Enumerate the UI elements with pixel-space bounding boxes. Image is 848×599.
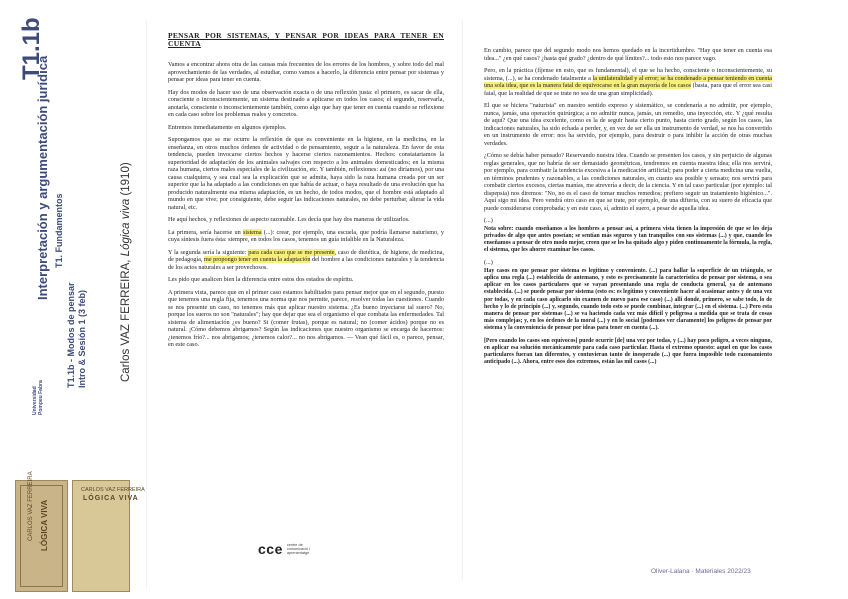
book-cover-author: CARLOS VAZ FERREIRA bbox=[28, 471, 34, 541]
footer-credit: Oliver-Lalana · Materiales 2022/23 bbox=[651, 568, 751, 575]
text-run: (...): crear, por ejemplo, una escuela, que podría llamarse naturismo, y cuya síntesis fuera ésta: siempre, en todos los casos, tenemos un guía infalible en la Naturaleza. bbox=[168, 228, 444, 243]
highlight: para cada caso que se me presente bbox=[248, 248, 335, 256]
text-run: Pero, en la práctica (fíjense en esto, que es fundamental), el que se ha hecho, consciente o inconscientemente, su sistema, (...), se ha condenado fatalmente a bbox=[484, 67, 772, 82]
sidebar bbox=[0, 0, 156, 599]
paragraph bbox=[484, 67, 772, 97]
cce-logo-subtitle: centre de comunicació i aprenentatge bbox=[286, 542, 310, 556]
session-line-1: T1.1b - Modos de pensar bbox=[66, 282, 76, 388]
paragraph: Entremos inmediatamente en algunos ejemplos. bbox=[168, 123, 287, 131]
paragraph: En cambio, parece que del segundo modo nos hemos quedado en la incertidumbre. "Hay que tener en cuenta esa idea..." ¿en qué casos? ¿hasta qué grado? ¿dentro de qué límites?... todo esto nos parece vago. bbox=[484, 47, 772, 62]
book-spine-image bbox=[72, 480, 145, 592]
text-run: (basta, para que el error sea casi fatal, que la realidad de que se trate no sea de una gran simplicidad). bbox=[484, 82, 772, 97]
cce-logo-text: cce bbox=[258, 541, 283, 557]
paragraph: Les pido que analicen bien la diferencia entre estos dos estados de espíritu. bbox=[168, 276, 354, 283]
university-line-1: Universidad bbox=[32, 386, 38, 415]
paragraph: A primera vista, parece que en el primer caso estamos habilitados para pensar mejor que en el segundo, puesto que tenemos una regla fija, tenemos una norma que nos permite, parece, resolver todas las cuestiones. Cuando se nos presente un caso, no tenemos más que aplicar nuestro sistema. ¿Es bueno inyectarse tal suero? No, porque los sueros no son "naturales"; hay que dejar que sea el organismo el que combata las enfermedades. Tal sistema de alimentación ¿es bueno? Si (comer frutas), porque es natural; no (comer ácidos) porque no es natural. ¡Cómo debemos abrigarnos? Según las indicaciones que nuestro organismo se encarga de hacernos: ¿tenemos frío?... nos abrigamos; ¿tenemos calor?... no nos abrigamos. — Vean qué fácil es, o parece, pensar, en este caso. bbox=[168, 288, 444, 348]
session-line-2: Intro & Sesión 1 (3 feb) bbox=[77, 289, 87, 388]
paragraph-bold: Hay casos en que pensar por sistema es legítimo y conveniente. (...) para hallar la superficie de un triángulo, se aplica una regla (...) establecida de antemano, y esto es precisamente la característica de pensar por sistema, o sea aplicar en los casos particulares que se vayan presentando una regla de conducta general, ya de antemano establecida. (...) se puede pensar por sistema (esto es: es legítimo y conveniente hacer al ocasionar antes y de una vez por todas, y en cada caso aplicarlo sin examen de nuevo para ese caso) (...) allí donde, primero, se sabe todo, lo de hecho y lo de principio (...) y, segundo, cuando todo esto se puede combinar, integrar (...) en el sistema. (...) Pero esta manera de pensar por sistemas (...) se va haciendo cada vez más difícil y peligrosa a medida que se trata de cosas más complejas; y, en los órdenes de la moral (...) y en lo social [podemos ver claramente] los peligros de pensar por sistema y la conveniencia de pensar por ideas para tener en cuenta (...). bbox=[484, 267, 772, 332]
university-logo bbox=[32, 380, 44, 415]
ellipsis: (...) bbox=[484, 259, 493, 267]
paragraph bbox=[168, 249, 444, 272]
book-cover-image bbox=[15, 471, 68, 592]
slide-code: T1.1b bbox=[18, 17, 45, 80]
unit-title: T1. Fundamentos bbox=[54, 193, 64, 268]
paragraph: Hay dos modos de hacer uso de una observación exacta o de una reflexión justa: el primero, es sacar de ella, consciente o inconscientemente, un sistema destinado a aplicarse en todos los casos; el segundo, reservarla, anotarla, consciente o inconscientemente también, como algo que hay que tener en cuenta cuando se reflexione en cada caso sobre los problemas reales y concretos. bbox=[168, 88, 444, 118]
cce-logo bbox=[258, 541, 323, 557]
paragraph-bold: Nota sobre: cuando enseñamos a los hombres a pensar así, a primera vista tienen la impresión de que se les deja privados de algo que antes poseían; se sentían más seguros y tan tranquilos con sus sistemas (...) y que, cuando les enseñamos a pensar de otro modo mejor, creen que se les ha quitado algo y piden continuamente la fórmula, la regla, el sistema, que les ahorre examinar los casos. bbox=[484, 225, 772, 254]
session-title bbox=[66, 282, 88, 388]
highlight: me propongo tener en cuenta la adaptación bbox=[204, 256, 311, 263]
text-run: del hombre a las condiciones naturales y la tendencia de los actos naturales a ser provechosos. bbox=[168, 256, 444, 271]
right-column bbox=[484, 47, 772, 371]
highlight: la unilateralidad y al error; se ha condenado a pensar teniendo en cuenta una sola idea, que es la manera fatal de equivocarse en la gran mayoría de los casos bbox=[484, 74, 772, 89]
paragraph: ¿Cómo se debía haber pensado? Reservando nuestra idea. Cuando se presenten los casos, y sin perjuicio de algunas reglas generales, que no habría de ser demasiado geométricas, tendremos en cuenta nuestra idea; ella nos servirá, por ejemplo, para combatir la tendencia excesiva a la medicación artificial; para poder a cierta medicina una vuelta, en términos prudentes y razonables, a las condiciones naturales, en cuanto sea posible y sensato; nos servirá para combatir ciertos excesos, ciertas manías, me atrevería a decir, de la ciencia. Y en tal caso particular (por ejemplo: tal dispepsia) nos diremos: "No, no es el caso de tomar muchos remedios; prefiero seguir un tratamiento higiénico...". Aquí sigo mi idea. Pero vendrá otro caso en que se trate, por ejemplo, de una difteria, con su suero de eficacia que puede considerarse comprobada; y en este caso, sí, admito el suero, a pesar de aquella idea. bbox=[484, 152, 772, 212]
left-column bbox=[168, 32, 444, 354]
book-spine-title: LÓGICA VIVA bbox=[83, 495, 139, 502]
paragraph: Vamos a encontrar ahora otra de las causas más frecuentes de los errores de los hombres, y sobre todo del mal aprovechamiento de las verdades, al estudiar, como vamos a hacerlo, la diferencia entre pensar por sistemas y pensar por ideas para tener en cuenta. bbox=[168, 61, 444, 83]
column-separator bbox=[462, 20, 463, 580]
paragraph-bold: [Pero cuando los casos son equívocos] puede ocurrir [de] una vez por todas, y (...) hay poco peligro, a veces ninguno, en aplicar esa solución mecánicamente para cada caso particular. Hasta el extremo opuesto: aquel en que los casos particulares fueran tan diferentes, y contuvieran tanto de inesperado (...) que fuera imposible todo razonamiento anticipado (...). Ahora, entre esos dos extremos, están las mil casos (...) bbox=[484, 337, 772, 366]
paragraph: He aquí hechos, y reflexiones de aspecto razonable. Les decía que hay dos maneras de utilizarlos. bbox=[168, 216, 410, 223]
book-spine-author: CARLOS VAZ FERREIRA bbox=[81, 487, 145, 493]
author-citation bbox=[120, 162, 132, 382]
page-title: PENSAR POR SISTEMAS, Y PENSAR POR IDEAS PARA TENER EN CUENTA bbox=[168, 31, 444, 48]
subject-title: Interpretación y argumentación jurídica bbox=[35, 55, 50, 300]
paragraph bbox=[168, 229, 444, 244]
paragraph: Supongamos que se me ocurre la reflexión de que es conveniente en la higiene, en la medicina, en la enseñanza, en otros muchos órdenes de actividad o de pensamiento, seguir a la naturaleza. En favor de esta tendencia, pueden invocarse ciertos hechos y hacerse ciertos razonamientos. Hechos: constatariamos la superioridad de adaptación de los animales salvajes con respecto a los animales domesticados; en la misma raza humana, ciertos males especiales de la civilización, etc. Y también, reflexiones: así (no diríamos), por una causa cualquiera, y sea cual sea la explicación que se admita, haya sido la raza humana creada por un ser superior que la ha adaptado a las condiciones en que había de actuar, o haya resultado de una evolución que ha producido naturalmente esa misma adaptación, es un hecho, de todos modos, que el hombre está adaptado al mundo en que vive; por consiguiente, debe seguir las indicaciones naturales, no debe perturbar, alterar la vida natural, etc. bbox=[168, 136, 444, 211]
highlight: sistema bbox=[243, 228, 262, 236]
book-title: Lógica viva bbox=[120, 198, 132, 257]
university-line-2: Pompeu Fabra bbox=[38, 380, 44, 415]
paragraph: El que se hiciera "naturista" en nuestro sentido expreso y sistemático, se condenaría a no admitir, por ejemplo, nunca, jamás, una operación quirúrgica; a no admitir nunca, jamás, un remedio, una inyección, etc. Y ¿qué resulta de aquí? Que una idea excelente, como es la de seguir hasta cierto punto, hasta cierto grado, según los casos, las indicaciones naturales, ha sido echada a perder, y, en vez de ser ella un instrumento de verdad, se nos ha convertido en un instrumento de error: nos ha servido, por ejemplo, para destruir o para inhibir la acción de otras muchas verdades. bbox=[484, 102, 772, 147]
text-run: , caso de dietética, de higiene, de medicina, de pedagogía, bbox=[168, 248, 444, 263]
book-year: (1910) bbox=[120, 162, 132, 196]
text-run: La primera, sería hacerse un bbox=[168, 228, 243, 236]
text-run: Y la segunda sería la siguiente: bbox=[168, 248, 249, 256]
book-cover-title: LÓGICA VIVA bbox=[40, 499, 49, 551]
ellipsis: (...) bbox=[484, 217, 493, 224]
author-name: Carlos VAZ FERREIRA, bbox=[120, 259, 132, 382]
